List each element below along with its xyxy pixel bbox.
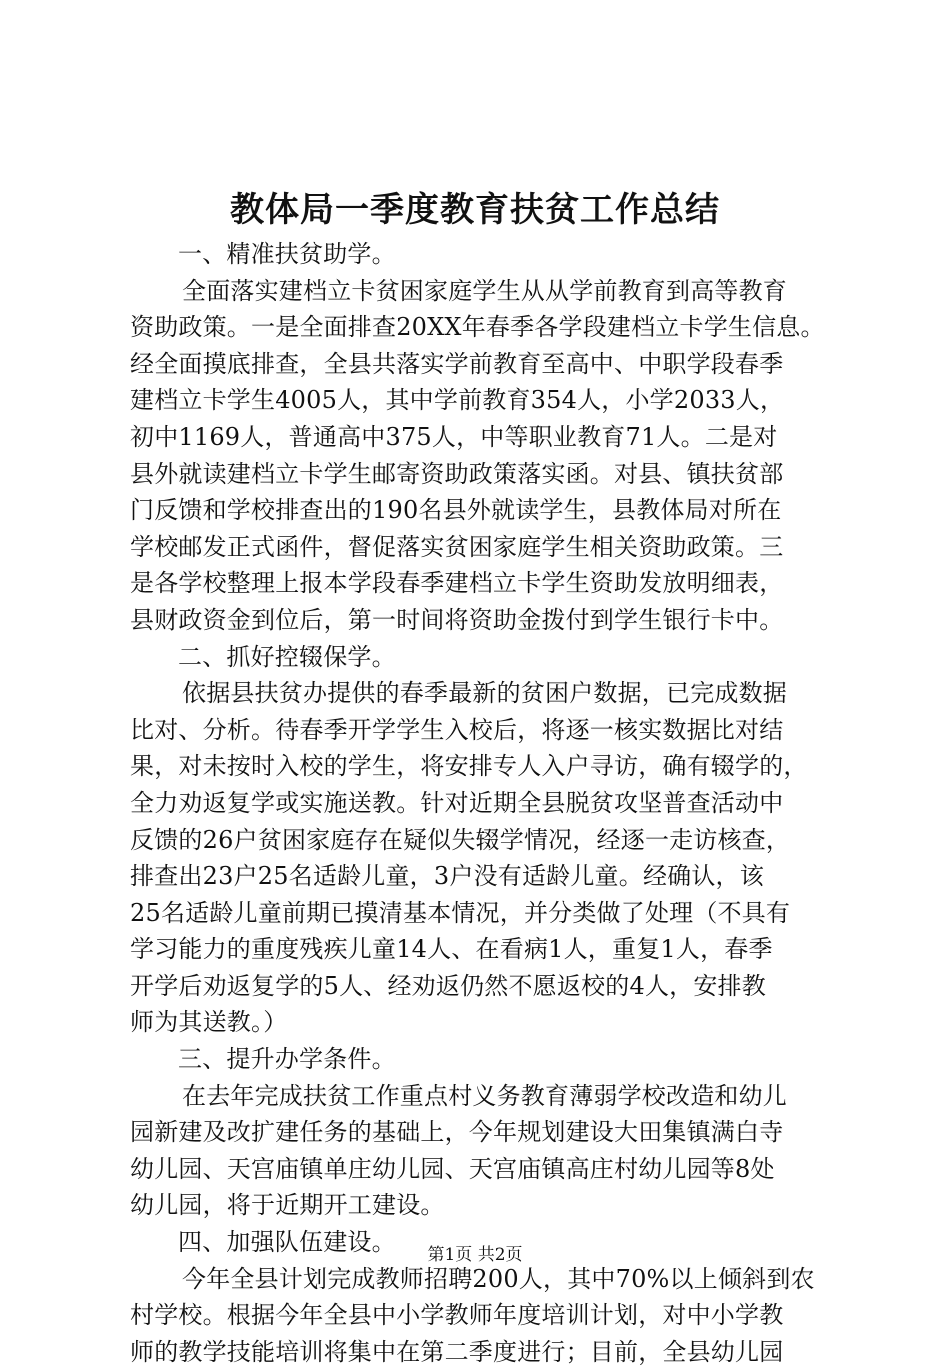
page-footer: 第1页 共2页: [427, 1245, 523, 1265]
paragraph-line: 园新建及改扩建任务的基础上，今年规划建设大田集镇满白寺: [130, 1118, 784, 1147]
paragraph-line: 门反馈和学校排查出的190名县外就读学生，县教体局对所在: [130, 496, 782, 525]
paragraph-line: 今年全县计划完成教师招聘200人，其中70%以上倾斜到农: [182, 1264, 815, 1293]
paragraph-line: 全面落实建档立卡贫困家庭学生从从学前教育到高等教育: [182, 276, 787, 305]
paragraph-line: 学习能力的重度残疾儿童14人、在看病1人，重复1人，春季: [130, 935, 773, 964]
paragraph-line: 全力劝返复学或实施送教。针对近期全县脱贫攻坚普查活动中: [130, 788, 784, 817]
paragraph-line: 资助政策。一是全面排查20XX年春季各学段建档立卡学生信息。: [130, 313, 825, 342]
paragraph-line: 比对、分析。待春季开学学生入校后，将逐一核实数据比对结: [130, 715, 784, 744]
section-heading: 四、加强队伍建设。: [178, 1228, 396, 1257]
paragraph-line: 排查出23户25名适龄儿童，3户没有适龄儿童。经确认，该: [130, 862, 764, 891]
paragraph-line: 在去年完成扶贫工作重点村义务教育薄弱学校改造和幼儿: [182, 1081, 787, 1110]
paragraph-line: 25名适龄儿童前期已摸清基本情况，并分类做了处理（不具有: [130, 898, 791, 927]
paragraph-line: 开学后劝返复学的5人、经劝返仍然不愿返校的4人，安排教: [130, 971, 766, 1000]
paragraph-line: 幼儿园，将于近期开工建设。: [130, 1191, 445, 1220]
paragraph-line: 是各学校整理上报本学段春季建档立卡学生资助发放明细表，: [130, 569, 784, 598]
paragraph-line: 依据县扶贫办提供的春季最新的贫困户数据，已完成数据: [182, 679, 787, 708]
section-heading: 一、精准扶贫助学。: [178, 240, 396, 268]
section-heading: 三、提升办学条件。: [178, 1045, 396, 1074]
paragraph-line: 果，对未按时入校的学生，将安排专人入户寻访，确有辍学的，: [130, 752, 808, 781]
document-title: 教体局一季度教育扶贫工作总结: [230, 190, 720, 230]
paragraph-line: 反馈的26户贫困家庭存在疑似失辍学情况，经逐一走访核查，: [130, 825, 791, 854]
paragraph-line: 幼儿园、天宫庙镇单庄幼儿园、天宫庙镇高庄村幼儿园等8处: [130, 1154, 775, 1183]
paragraph-line: 初中1169人，普通高中375人，中等职业教育71人。二是对: [130, 422, 778, 451]
paragraph-line: 县财政资金到位后，第一时间将资助金拨付到学生银行卡中。: [130, 605, 784, 634]
paragraph-line: 师为其送教。）: [130, 1008, 288, 1037]
paragraph-line: 经全面摸底排查，全县共落实学前教育至高中、中职学段春季: [130, 349, 784, 378]
paragraph-line: 县外就读建档立卡学生邮寄资助政策落实函。对县、镇扶贫部: [130, 459, 784, 488]
paragraph-line: 建档立卡学生4005人，其中学前教育354人，小学2033人，: [130, 386, 785, 415]
paragraph-line: 村学校。根据今年全县中小学教师年度培训计划，对中小学教: [130, 1301, 784, 1330]
paragraph-line: 师的教学技能培训将集中在第二季度进行；目前，全县幼儿园: [130, 1337, 784, 1366]
paragraph-line: 学校邮发正式函件，督促落实贫困家庭学生相关资助政策。三: [130, 532, 784, 561]
section-heading: 二、抓好控辍保学。: [178, 642, 396, 671]
document-body: [130, 236, 850, 1370]
